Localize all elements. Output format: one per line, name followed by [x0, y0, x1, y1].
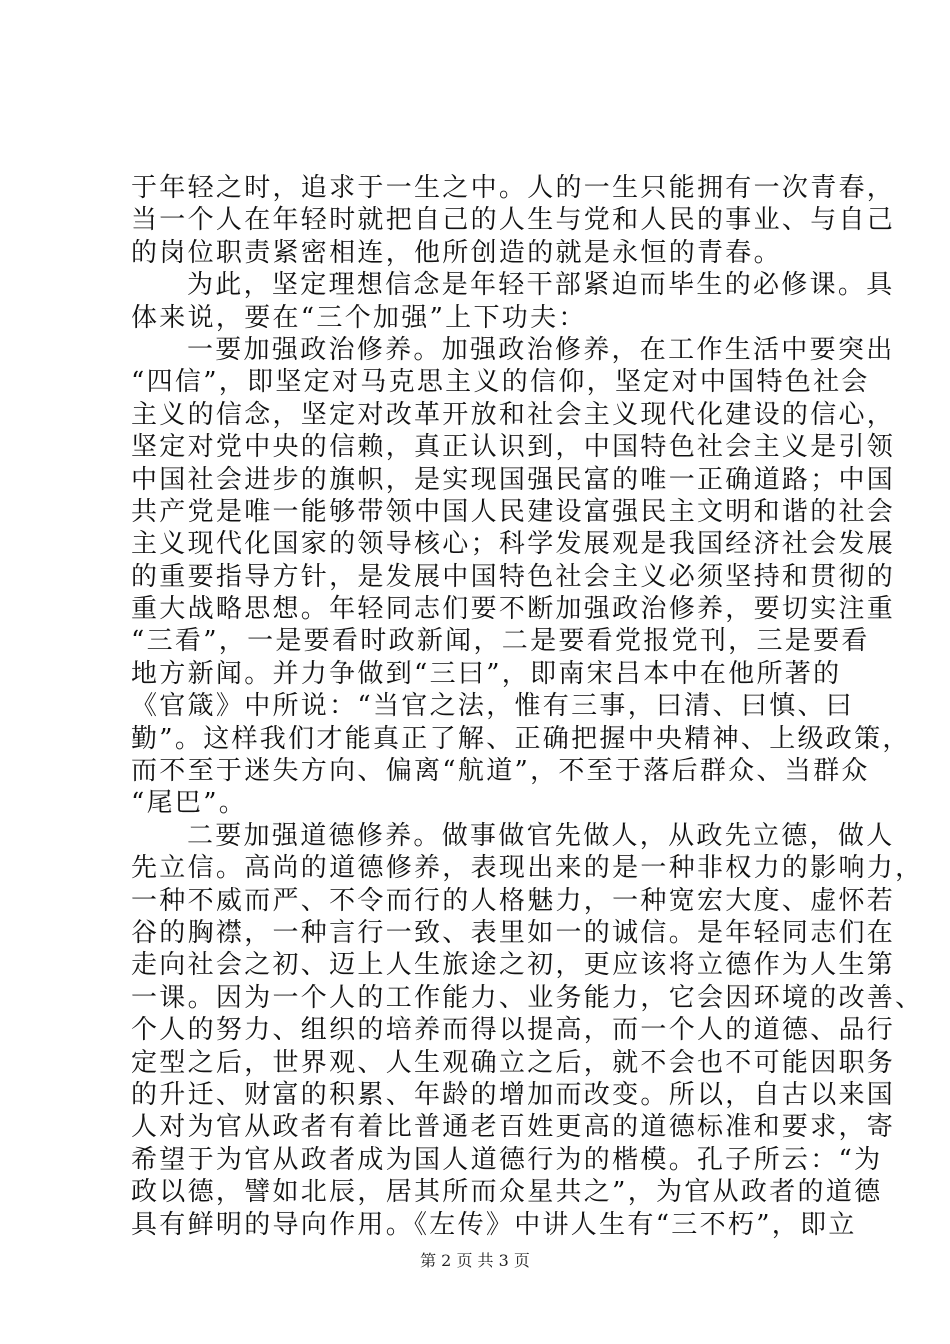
text-line: 具有鲜明的导向作用。《左传》中讲人生有“三不朽”，即立: [131, 1209, 857, 1240]
text-line: 主义的信念，坚定对改革开放和社会主义现代化建设的信心，: [131, 399, 896, 430]
text-line: 而不至于迷失方向、偏离“航道”，不至于落后群众、当群众: [131, 756, 870, 787]
text-line: 重大战略思想。年轻同志们要不断加强政治修养，要切实注重: [131, 594, 896, 625]
text-line: 走向社会之初、迈上人生旅途之初，更应该将立德作为人生第: [131, 950, 896, 981]
text-line: 共产党是唯一能够带领中国人民建设富强民主文明和谐的社会: [131, 496, 896, 527]
text-line: 坚定对党中央的信赖，真正认识到，中国特色社会主义是引领: [131, 432, 896, 463]
text-line: 主义现代化国家的领导核心；科学发展观是我国经济社会发展: [131, 529, 896, 560]
text-line: 中国社会进步的旗帜，是实现国强民富的唯一正确道路；中国: [131, 464, 896, 495]
text-line: 当一个人在年轻时就把自己的人生与党和人民的事业、与自己: [131, 205, 896, 236]
text-line: 谷的胸襟，一种言行一致、表里如一的诚信。是年轻同志们在: [131, 917, 896, 948]
text-line: 体来说，要在“三个加强”上下功夫：: [131, 302, 587, 333]
text-line: 勤”。这样我们才能真正了解、正确把握中央精神、上级政策，: [131, 723, 911, 754]
page-footer: [0, 1248, 950, 1271]
text-line: 的重要指导方针，是发展中国特色社会主义必须坚持和贯彻的: [131, 561, 896, 592]
text-line: 《官箴》中所说：“当官之法，惟有三事，曰清、曰慎、曰: [131, 691, 855, 722]
text-line: 人对为官从政者有着比普通老百姓更高的道德标准和要求，寄: [131, 1112, 896, 1143]
text-line: 的岗位职责紧密相连，他所创造的就是永恒的青春。: [131, 237, 782, 268]
text-line: 政以德，譬如北辰，居其所而众星共之”，为官从政者的道德: [131, 1177, 883, 1208]
text-line: 先立信。高尚的道德修养，表现出来的是一种非权力的影响力，: [131, 853, 924, 884]
paragraph-start-line: 二要加强道德修养。做事做官先做人，从政先立德，做人: [187, 820, 895, 851]
text-line: “尾巴”。: [131, 788, 248, 819]
paragraph-start-line: 一要加强政治修养。加强政治修养，在工作生活中要突出: [187, 334, 895, 365]
text-line: 的升迁、财富的积累、年龄的增加而改变。所以，自古以来国: [131, 1079, 896, 1110]
text-line: 一课。因为一个人的工作能力、业务能力，它会因环境的改善、: [131, 982, 924, 1013]
text-line: 一种不威而严、不令而行的人格魅力，一种宽宏大度、虚怀若: [131, 885, 896, 916]
text-line: 地方新闻。并力争做到“三曰”，即南宋吕本中在他所著的: [131, 658, 842, 689]
text-line: 个人的努力、组织的培养而得以提高，而一个人的道德、品行: [131, 1015, 896, 1046]
text-line: “四信”，即坚定对马克思主义的信仰，坚定对中国特色社会: [131, 367, 870, 398]
text-line: 定型之后，世界观、人生观确立之后，就不会也不可能因职务: [131, 1047, 896, 1078]
text-line: “三看”，一是要看时政新闻，二是要看党报党刊，三是要看: [131, 626, 870, 657]
text-line: 希望于为官从政者成为国人道德行为的楷模。孔子所云：“为: [131, 1144, 883, 1175]
text-line: 于年轻之时，追求于一生之中。人的一生只能拥有一次青春，: [131, 173, 896, 203]
body-text: [131, 172, 924, 1241]
page-number-label: 第 2 页 共 3 页: [420, 1251, 530, 1270]
paragraph-start-line: 为此，坚定理想信念是年轻干部紧迫而毕生的必修课。具: [187, 270, 895, 301]
